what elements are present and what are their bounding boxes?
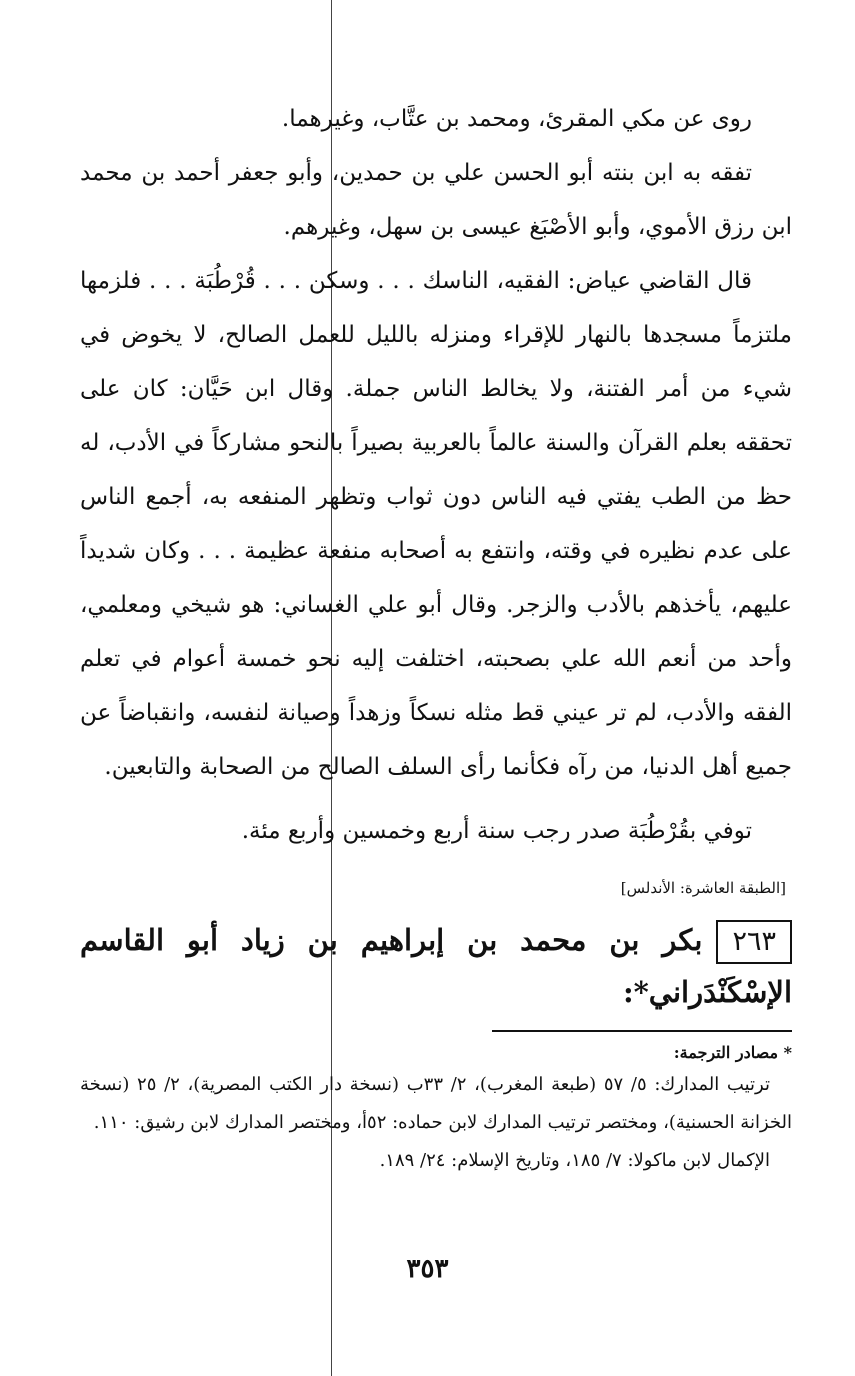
entry-number-box: ٢٦٣ — [716, 920, 792, 964]
paragraph-biography: قال القاضي عياض: الفقيه، الناسك . . . وسكن . . . قُرْطُبَة . . . فلزمها ملتزماً مسجدها بالنهار للإقراء ومنزله بالليل للعمل الصالح، لا يخوض في شيء من أمر الفتنة، ولا يخالط الناس جملة. وقال ابن حَيَّان: كان على تحققه بعلم القرآن والسنة عالماً بالعربية بصيراً بالنحو مشاركاً في الأدب، له حظ من الطب يفتي فيه الناس دون ثواب وتظهر المنفعه به، أجمع الناس على عدم نظيره في وقته، وانتفع به أصحابه منفعة عظيمة . . . وكان شديداً عليهم، يأخذهم بالأدب والزجر. وقال أبو علي الغساني: هو شيخي ومعلمي، وأحد من أنعم الله علي بصحبته، اختلفت إليه نحو خمسة أعوام في تعلم الفقه والأدب، لم تر عيني قط مثله نسكاً وزهداً وصيانة لنفسه، وانقباضاً عن جميع أهل الدنيا، من رآه فكأنما رأى السلف الصالح من الصحابة والتابعين. — [80, 268, 792, 780]
entry-title: بكر بن محمد بن إبراهيم بن زياد أبو القاسم الإسْكَنْدَراني*: — [80, 923, 792, 1009]
page-number: ٣٥٣ — [406, 1254, 449, 1284]
footnote-divider — [492, 1030, 792, 1032]
page-content — [80, 92, 792, 1180]
section-tag: [الطبقة العاشرة: الأندلس] — [620, 879, 786, 897]
entry-heading — [80, 914, 792, 1018]
paragraph-narrators: روى عن مكي المقرئ، ومحمد بن عتَّاب، وغيرهما. — [281, 106, 752, 132]
paragraph-students: تفقه به ابن بنته أبو الحسن علي بن حمدين، وأبو جعفر أحمد بن محمد ابن رزق الأموي، وأبو الأصْبَغ عيسى بن سهل، وغيرهم. — [80, 160, 792, 240]
footnote-line: الإكمال لابن ماكولا: ٧/ ١٨٥، وتاريخ الإسلام: ٢٤/ ١٨٩. — [379, 1150, 770, 1171]
paragraph-death: توفي بقُرْطُبَة صدر رجب سنة أربع وخمسين وأربع مئة. — [241, 818, 752, 844]
footnote-title: * مصادر الترجمة: — [673, 1043, 792, 1062]
footnote-line: ترتيب المدارك: ٥/ ٥٧ (طبعة المغرب)، ٢/ ٣٣ب (نسخة دار الكتب المصرية)، ٢/ ٢٥ (نسخة الخزانة الحسنية)، ومختصر ترتيب المدارك لابن حماده: ٥٢أ، ومختصر المدارك لابن رشيق: ١١٠. — [80, 1074, 792, 1133]
